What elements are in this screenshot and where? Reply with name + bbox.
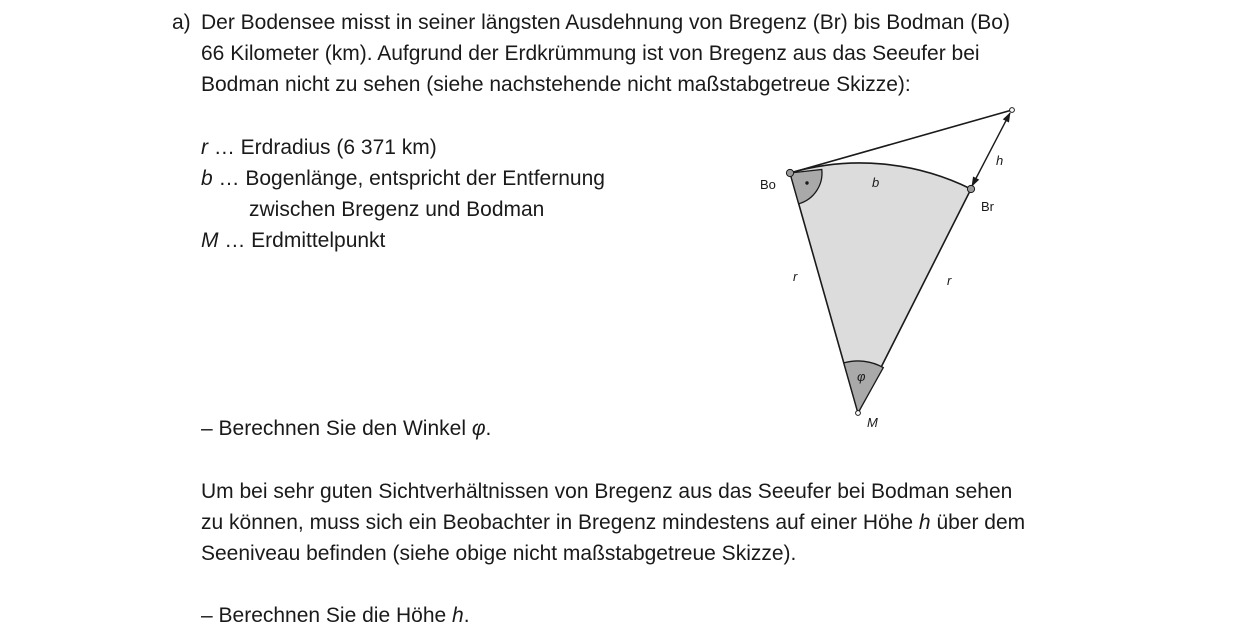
question-text: – Berechnen Sie die Höhe	[201, 604, 453, 627]
label-br: Br	[981, 199, 994, 214]
question-text: – Berechnen Sie den Winkel	[201, 417, 472, 440]
point-bodman	[786, 169, 793, 176]
intro-line: Bodman nicht zu sehen (siehe nachstehende nicht maßstabgetreue Skizze):	[201, 73, 911, 96]
label-h: h	[996, 153, 1004, 168]
definition-text: … Erdradius (6 371 km)	[208, 136, 437, 159]
tangent-line	[790, 110, 1012, 173]
symbol-m: M	[201, 229, 219, 252]
definition-text: zwischen Bregenz und Bodman	[249, 198, 545, 221]
intro-line: Der Bodensee misst in seiner längsten Ausdehnung von Bregenz (Br) bis Bodman (Bo)	[201, 11, 1010, 34]
line-text: zu können, muss sich ein Beobachter in Bregenz mindestens auf einer Höhe	[201, 511, 919, 534]
line-text: Um bei sehr guten Sichtverhältnissen von Bregenz aus das Seeufer bei Bodman sehen	[201, 480, 1013, 503]
symbol-b: b	[201, 167, 213, 190]
definition-text: … Bogenlänge, entspricht der Entfernung	[212, 167, 605, 190]
task-label: a)	[172, 11, 191, 34]
symbol-h: h	[918, 511, 931, 534]
height-arrow	[972, 113, 1010, 186]
symbol-phi: φ	[471, 417, 486, 440]
intro-line: 66 Kilometer (km). Aufgrund der Erdkrümmung ist von Bregenz aus das Seeufer bei	[201, 42, 980, 65]
right-angle-dot	[805, 181, 808, 184]
symbol-r: r	[201, 136, 208, 159]
line-text-after: über dem	[930, 511, 1026, 534]
symbol-h: h	[452, 604, 464, 627]
label-m: M	[867, 415, 878, 430]
definition-text: … Erdmittelpunkt	[218, 229, 386, 252]
question-suffix: .	[463, 604, 470, 627]
label-phi: φ	[857, 369, 866, 384]
point-observer	[1010, 108, 1015, 113]
label-b: b	[872, 175, 880, 190]
label-bo: Bo	[760, 177, 776, 192]
line-text: Seeniveau befinden (siehe obige nicht maßstabgetreue Skizze).	[201, 542, 797, 565]
label-r-right: r	[947, 273, 952, 288]
earth-sector	[790, 163, 971, 413]
point-earth-center	[856, 411, 861, 416]
question-suffix: .	[485, 417, 492, 440]
label-r-left: r	[793, 269, 798, 284]
point-bregenz	[967, 185, 974, 192]
